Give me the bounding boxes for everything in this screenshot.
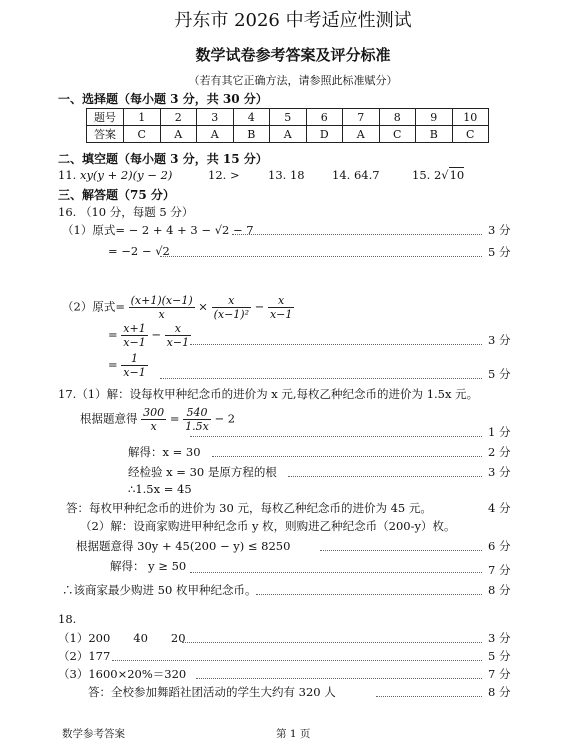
numerator: 1 [121, 352, 147, 366]
section1-heading: 一、选择题（每小题 3 分，共 30 分） [58, 92, 268, 106]
grading-note: （若有其它正确方法，请参照此标准赋分） [188, 74, 398, 87]
score: 8 分 [488, 583, 511, 597]
answer-cell: A [197, 126, 234, 143]
answer-cell: A [270, 126, 307, 143]
leader-dots [196, 678, 482, 679]
numerator: x+1 [123, 322, 146, 335]
score: 2 分 [488, 445, 511, 459]
question-number-row [87, 109, 489, 126]
leader-dots [212, 456, 482, 457]
numerator: x [165, 322, 191, 336]
numerator: x [268, 294, 294, 308]
footer-label: 数学参考答案 [62, 728, 125, 740]
minus-sign: − [254, 299, 265, 314]
answer-table [86, 108, 489, 143]
q17-solve2: 解得： y ≥ 50 [110, 559, 187, 573]
numerator: (x+1)(x−1) [130, 294, 193, 307]
question-number: 7 [343, 109, 380, 126]
fraction [141, 406, 166, 433]
question-number: 9 [416, 109, 453, 126]
answer-11 [58, 168, 172, 182]
q16-part2-line1 [62, 294, 294, 321]
q18-heading: 18. [58, 612, 77, 626]
leader-dots [112, 660, 482, 661]
q16-part2-line3 [108, 352, 148, 379]
equals-sign: = [108, 357, 118, 372]
answer-13: 13. 18 [268, 168, 305, 182]
answer-cell: C [379, 126, 416, 143]
answer-cell: C [452, 126, 489, 143]
fraction [183, 406, 211, 433]
score: 3 分 [488, 223, 511, 237]
q18-line3: （3）1600×20%＝320 [58, 667, 187, 681]
answer-cell: B [416, 126, 453, 143]
row-label-answer: 答案 [87, 126, 124, 143]
question-number: 1 [124, 109, 161, 126]
answer-cell: D [306, 126, 343, 143]
denominator: 1.5x [185, 420, 209, 433]
score: 1 分 [488, 425, 511, 439]
score: 7 分 [488, 563, 511, 577]
score: 3 分 [488, 333, 511, 347]
q16-part2-line2 [108, 322, 191, 349]
answer-14: 14. 64.7 [332, 168, 380, 182]
q11-expression: xy(y + 2)(y − 2) [79, 168, 173, 182]
equals-sign: = [108, 327, 118, 342]
section3-heading: 三、解答题（75 分） [58, 188, 175, 202]
leader-dots [376, 696, 482, 697]
question-number: 8 [379, 109, 416, 126]
fraction [212, 294, 251, 321]
denominator: x−1 [166, 336, 190, 349]
score: 6 分 [488, 539, 511, 553]
equation-label: 根据题意得 [80, 411, 138, 426]
fraction [121, 322, 147, 349]
minus-sign: − [151, 327, 162, 342]
fraction [129, 294, 195, 321]
score: 5 分 [488, 649, 511, 663]
q17-check: 经检验 x = 30 是原方程的根 [128, 465, 277, 479]
leader-dots [288, 476, 482, 477]
answer-cell: A [160, 126, 197, 143]
leader-dots [256, 594, 482, 595]
score: 3 分 [488, 465, 511, 479]
times-sign: × [198, 299, 208, 314]
score: 5 分 [488, 367, 511, 381]
q18-line1: （1）200 40 20 [58, 631, 186, 645]
score: 7 分 [488, 667, 511, 681]
q16-part1-line2: = −2 − √2 [108, 244, 170, 258]
leader-dots [160, 378, 482, 379]
document-subtitle: 数学试卷参考答案及评分标准 [195, 46, 391, 64]
q17-inequality: 根据题意得 30y + 45(200 − y) ≤ 8250 [76, 539, 291, 553]
leader-dots [190, 344, 482, 345]
score: 5 分 [488, 245, 511, 259]
numerator: 540 [183, 406, 211, 420]
denominator: x [150, 420, 157, 433]
q18-line2: （2）177 [58, 649, 111, 663]
section2-heading: 二、填空题（每小题 3 分，共 15 分） [58, 152, 268, 166]
q17-part2-intro: （2）解：设商家购进甲种纪念币 y 枚，则购进乙种纪念币（200-y）枚。 [80, 519, 456, 533]
q15-radicand: 10 [449, 168, 465, 182]
leader-dots [190, 572, 482, 573]
answer-cell: A [343, 126, 380, 143]
answer-cell: C [124, 126, 161, 143]
equation-tail: − 2 [214, 411, 236, 426]
question-number: 3 [197, 109, 234, 126]
answer-15 [412, 168, 464, 182]
answer-cell: B [233, 126, 270, 143]
q17-conclusion: ∴该商家最少购进 50 枚甲种纪念币。 [62, 583, 257, 597]
document-title: 丹东市 2026 中考适应性测试 [174, 10, 412, 31]
leader-dots [320, 550, 482, 551]
question-number: 4 [233, 109, 270, 126]
numerator: 300 [143, 406, 165, 419]
denominator: x−1 [269, 308, 293, 321]
leader-dots [190, 436, 482, 437]
equals-sign: = [169, 411, 180, 426]
answer-row [87, 126, 489, 143]
q17-solve1: 解得：x = 30 [128, 445, 201, 459]
score: 3 分 [488, 631, 511, 645]
denominator: x [158, 308, 165, 321]
q17-part1-intro: 17.（1）解：设每枚甲种纪念币的进价为 x 元,每枚乙种纪念币的进价为 1.5x 元。 [58, 387, 479, 401]
sqrt-sign: √ [441, 168, 449, 182]
q15-coefficient: 2 [433, 168, 442, 182]
answer-12: 12. > [208, 168, 240, 182]
score: 8 分 [488, 685, 511, 699]
score: 4 分 [488, 501, 511, 515]
q16-part1-line1: （1）原式= − 2 + 4 + 3 − √2 − 7 [62, 223, 254, 237]
page-number: 第 1 页 [276, 728, 311, 740]
denominator: x−1 [123, 336, 146, 349]
q17-equation [80, 406, 235, 433]
q15-label: 15. [412, 168, 431, 182]
fraction [121, 352, 147, 379]
denominator: x−1 [123, 366, 146, 379]
q17-answer1: 答：每枚甲种纪念币的进价为 30 元，每枚乙种纪念币的进价为 45 元。 [66, 501, 432, 515]
question-number: 2 [160, 109, 197, 126]
numerator: x [212, 294, 251, 308]
question-number: 6 [306, 109, 343, 126]
q16-heading: 16. （10 分，每题 5 分） [58, 205, 194, 219]
leader-dots [182, 642, 482, 643]
row-label-question: 题号 [87, 109, 124, 126]
leader-dots [160, 256, 482, 257]
leader-dots [232, 234, 482, 235]
q16-part2-label: （2）原式= [62, 299, 125, 314]
fraction [165, 322, 191, 349]
q18-answer: 答：全校参加舞蹈社团活动的学生大约有 320 人 [88, 685, 336, 699]
q17-therefore: ∴1.5x = 45 [128, 482, 192, 496]
question-number: 10 [452, 109, 489, 126]
question-number: 5 [270, 109, 307, 126]
q11-label: 11. [58, 168, 77, 182]
denominator: (x−1)² [213, 308, 249, 321]
fraction [268, 294, 294, 321]
